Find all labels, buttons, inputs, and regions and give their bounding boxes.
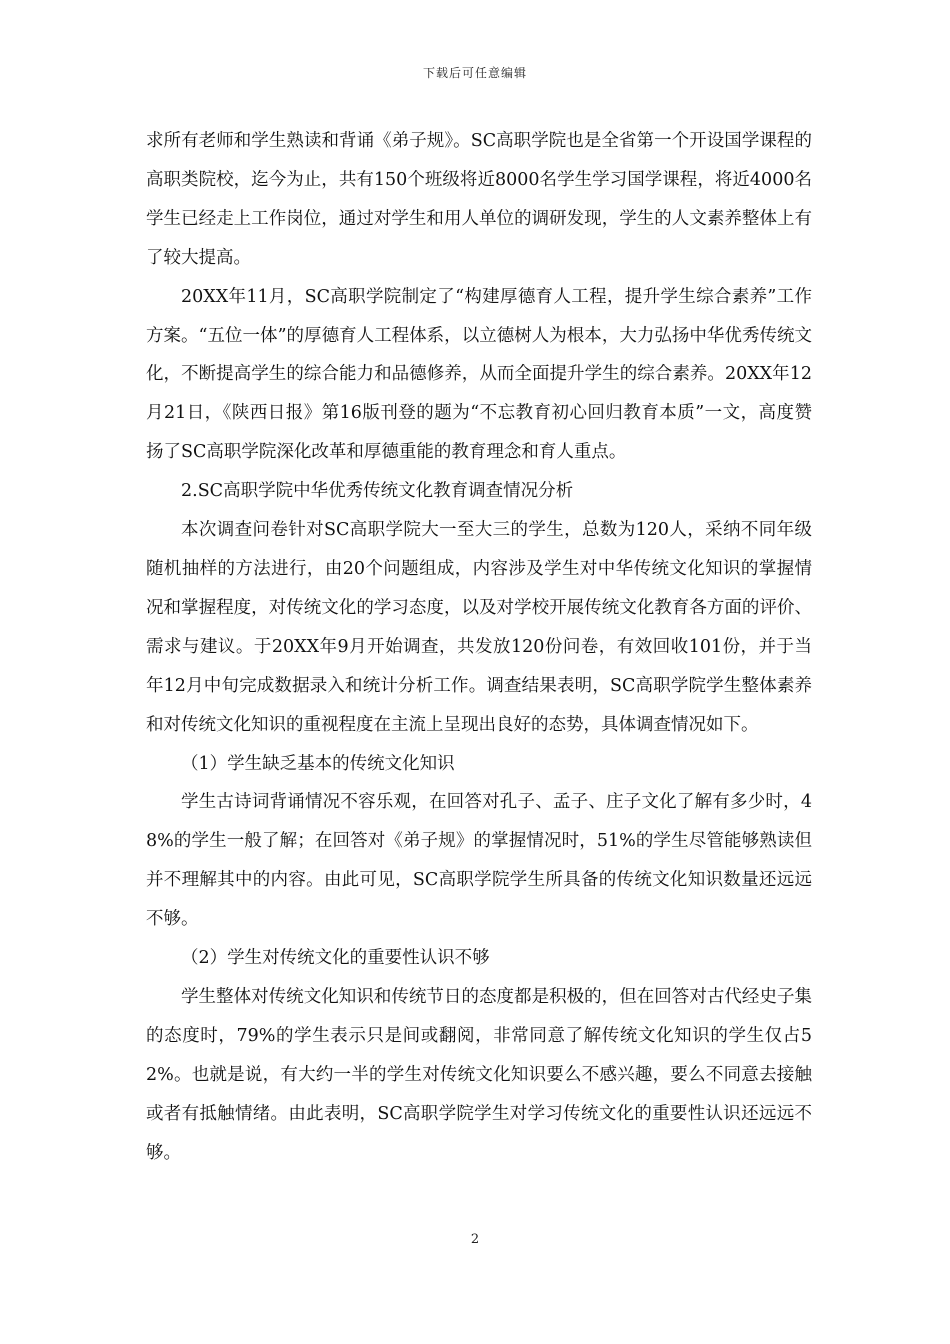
paragraph-insufficient-awareness: 学生整体对传统文化知识和传统节日的态度都是积极的，但在回答对古代经史子集的态度时，79%的学生表示只是间或翻阅，非常同意了解传统文化知识的学生仅占52%。也就是说，有大约一半的学生对传统文化知识要么不感兴趣，要么不同意去接触或者有抵触情绪。由此表明，SC高职学院学生对学习传统文化的重要性认识还远远不够。 [146, 986, 812, 1163]
page-header: 下载后可任意编辑 [422, 66, 527, 80]
paragraph-continuation: 求所有老师和学生熟读和背诵《弟子规》。SC高职学院也是全省第一个开设国学课程的高职类院校，迄今为止，共有150个班级将近8000名学生学习国学课程，将近4000名学生已经走上工作岗位，通过对学生和用人单位的调研发现，学生的人文素养整体上有了较大提高。 [146, 131, 812, 268]
paragraph-lack-knowledge: 学生古诗词背诵情况不容乐观，在回答对孔子、孟子、庄子文化了解有多少时，48%的学生一般了解；在回答对《弟子规》的掌握情况时，51%的学生尽管能够熟读但并不理解其中的内容。由此可见，SC高职学院学生所具备的传统文化知识数量还远远不够。 [146, 792, 812, 930]
document-body [146, 122, 812, 1172]
section-heading-survey-analysis: 2.SC高职学院中华优秀传统文化教育调查情况分析 [181, 481, 574, 502]
paragraph-survey-method: 本次调查问卷针对SC高职学院大一至大三的学生，总数为120人，采纳不同年级随机抽样的方法进行，由20个问题组成，内容涉及学生对中华传统文化知识的掌握情况和掌握程度，对传统文化的学习态度，以及对学校开展传统文化教育各方面的评价、需求与建议。于20XX年9月开始调查，共发放120份问卷，有效回收101份，并于当年12月中旬完成数据录入和统计分析工作。调查结果表明，SC高职学院学生整体素养和对传统文化知识的重视程度在主流上呈现出良好的态势，具体调查情况如下。 [146, 520, 812, 735]
subheading-insufficient-awareness: （2）学生对传统文化的重要性认识不够 [181, 948, 490, 969]
subheading-lack-knowledge: （1）学生缺乏基本的传统文化知识 [181, 753, 455, 774]
paragraph-work-plan: 20XX年11月，SC高职学院制定了“构建厚德育人工程，提升学生综合素养”工作方案。“五位一体”的厚德育人工程体系，以立德树人为根本，大力弘扬中华优秀传统文化，不断提高学生的综合能力和品德修养，从而全面提升学生的综合素养。20XX年12月21日，《陕西日报》第16版刊登的题为“不忘教育初心回归教育本质”一文，高度赞扬了SC高职学院深化改革和厚德重能的教育理念和育人重点。 [146, 286, 812, 463]
page-number: 2 [470, 1232, 480, 1247]
